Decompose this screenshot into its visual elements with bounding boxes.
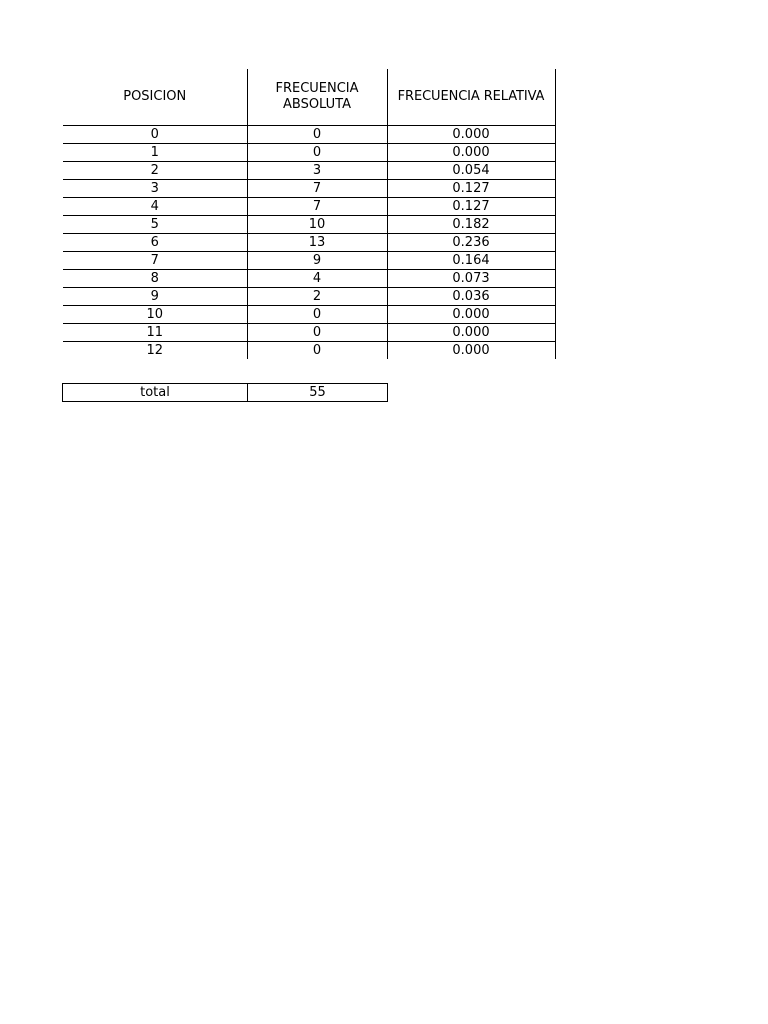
- cell-posicion: 9: [63, 288, 247, 306]
- table-row: [63, 234, 555, 252]
- header-posicion: POSICION: [63, 69, 247, 126]
- cell-posicion: 11: [63, 324, 247, 342]
- table-row: [63, 162, 555, 180]
- cell-frecuencia-relativa: 0.000: [387, 306, 555, 324]
- cell-frecuencia-relativa: 0.127: [387, 198, 555, 216]
- cell-frecuencia-relativa: 0.236: [387, 234, 555, 252]
- header-frecuencia-relativa: FRECUENCIA RELATIVA: [387, 69, 555, 126]
- table-row: [63, 342, 555, 360]
- total-value: 55: [248, 384, 388, 402]
- cell-frecuencia-absoluta: 7: [247, 198, 387, 216]
- cell-frecuencia-absoluta: 9: [247, 252, 387, 270]
- cell-frecuencia-relativa: 0.000: [387, 324, 555, 342]
- cell-frecuencia-absoluta: 0: [247, 144, 387, 162]
- cell-frecuencia-relativa: 0.000: [387, 126, 555, 144]
- cell-frecuencia-relativa: 0.000: [387, 144, 555, 162]
- cell-frecuencia-absoluta: 7: [247, 180, 387, 198]
- cell-frecuencia-relativa: 0.054: [387, 162, 555, 180]
- table-row: [63, 180, 555, 198]
- table-body: [63, 126, 555, 360]
- cell-frecuencia-absoluta: 3: [247, 162, 387, 180]
- header-frecuencia-absoluta: [247, 69, 387, 126]
- table-row: [63, 216, 555, 234]
- table-row: [63, 324, 555, 342]
- table-row: [63, 306, 555, 324]
- cell-frecuencia-relativa: 0.036: [387, 288, 555, 306]
- cell-posicion: 4: [63, 198, 247, 216]
- table-row: [63, 270, 555, 288]
- cell-posicion: 1: [63, 144, 247, 162]
- cell-posicion: 0: [63, 126, 247, 144]
- cell-frecuencia-relativa: 0.182: [387, 216, 555, 234]
- cell-frecuencia-absoluta: 10: [247, 216, 387, 234]
- cell-frecuencia-absoluta: 2: [247, 288, 387, 306]
- table-row: [63, 252, 555, 270]
- header-frecuencia-absoluta-text: FRECUENCIA ABSOLUTA: [275, 81, 359, 112]
- cell-frecuencia-absoluta: 13: [247, 234, 387, 252]
- cell-posicion: 7: [63, 252, 247, 270]
- cell-frecuencia-relativa: 0.000: [387, 342, 555, 360]
- cell-frecuencia-absoluta: 0: [247, 306, 387, 324]
- cell-posicion: 5: [63, 216, 247, 234]
- cell-frecuencia-absoluta: 0: [247, 126, 387, 144]
- table-row: [63, 288, 555, 306]
- cell-frecuencia-relativa: 0.127: [387, 180, 555, 198]
- total-row: [63, 384, 388, 402]
- cell-frecuencia-absoluta: 0: [247, 342, 387, 360]
- header-row: [63, 69, 555, 126]
- cell-posicion: 2: [63, 162, 247, 180]
- cell-frecuencia-relativa: 0.164: [387, 252, 555, 270]
- cell-frecuencia-absoluta: 4: [247, 270, 387, 288]
- total-table: [62, 383, 388, 402]
- table-row: [63, 126, 555, 144]
- cell-posicion: 6: [63, 234, 247, 252]
- cell-posicion: 8: [63, 270, 247, 288]
- table-row: [63, 144, 555, 162]
- cell-frecuencia-absoluta: 0: [247, 324, 387, 342]
- cell-posicion: 3: [63, 180, 247, 198]
- cell-posicion: 10: [63, 306, 247, 324]
- cell-frecuencia-relativa: 0.073: [387, 270, 555, 288]
- total-label: total: [63, 384, 248, 402]
- cell-posicion: 12: [146, 343, 164, 358]
- table-row: [63, 198, 555, 216]
- frequency-table: [63, 69, 556, 359]
